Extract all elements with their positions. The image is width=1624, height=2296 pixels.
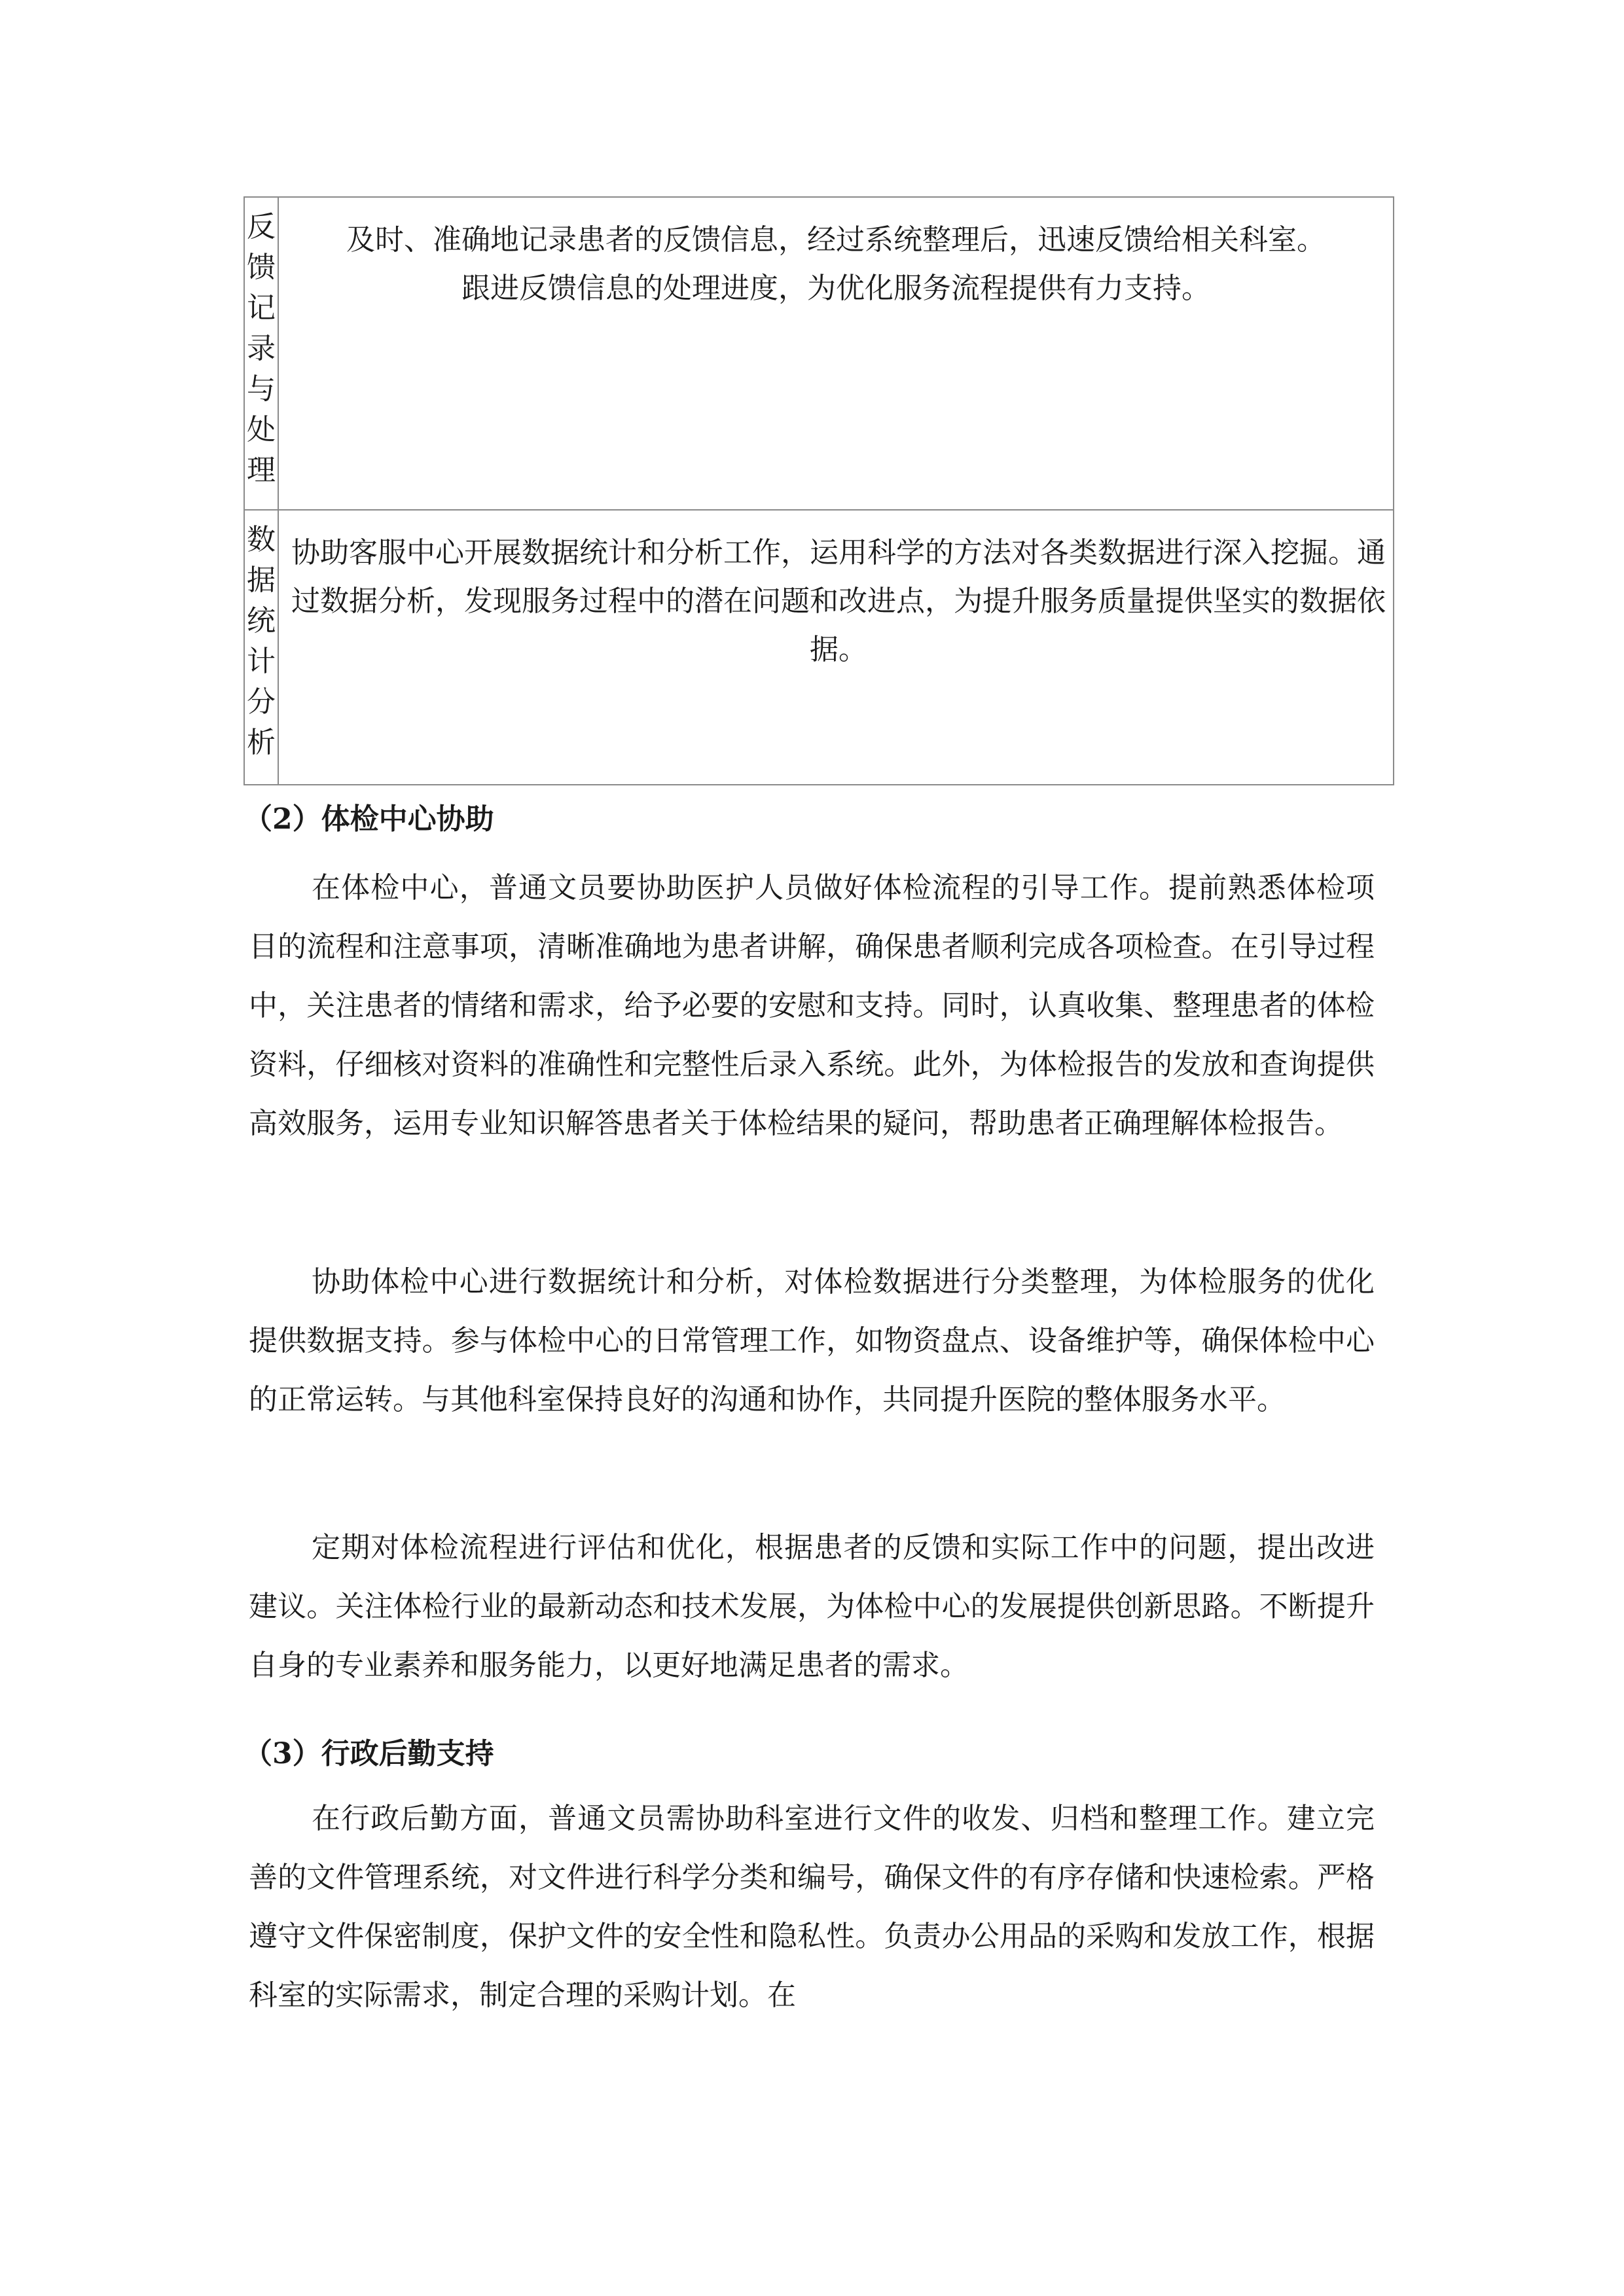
section-heading: （2）体检中心协助: [244, 802, 494, 836]
table-row: [244, 197, 1394, 510]
row-label: 数据统计分析: [244, 510, 278, 785]
section-heading: （3）行政后勤支持: [244, 1737, 494, 1770]
row-content: 及时、准确地记录患者的反馈信息，经过系统整理后，迅速反馈给相关科室。跟进反馈信息的处理进度，为优化服务流程提供有力支持。: [278, 197, 1394, 510]
row-content: 协助客服中心开展数据统计和分析工作，运用科学的方法对各类数据进行深入挖掘。通过数据分析，发现服务过程中的潜在问题和改进点，为提升服务质量提供坚实的数据依据。: [278, 510, 1394, 785]
duty-table: [244, 196, 1394, 785]
paragraph: 在体检中心，普通文员要协助医护人员做好体检流程的引导工作。提前熟悉体检项目的流程和注意事项，清晰准确地为患者讲解，确保患者顺利完成各项检查。在引导过程中，关注患者的情绪和需求，给予必要的安慰和支持。同时，认真收集、整理患者的体检资料，仔细核对资料的准确性和完整性后录入系统。此外，为体检报告的发放和查询提供高效服务，运用专业知识解答患者关于体检结果的疑问，帮助患者正确理解体检报告。: [249, 871, 1375, 1140]
paragraph: 定期对体检流程进行评估和优化，根据患者的反馈和实际工作中的问题，提出改进建议。关注体检行业的最新动态和技术发展，为体检中心的发展提供创新思路。不断提升自身的专业素养和服务能力，以更好地满足患者的需求。: [249, 1531, 1375, 1682]
paragraph: 协助体检中心进行数据统计和分析，对体检数据进行分类整理，为体检服务的优化提供数据支持。参与体检中心的日常管理工作，如物资盘点、设备维护等，确保体检中心的正常运转。与其他科室保持良好的沟通和协作，共同提升医院的整体服务水平。: [249, 1265, 1375, 1416]
row-label: 反馈记录与处理: [244, 197, 278, 510]
table-row: [244, 510, 1394, 785]
paragraph: 在行政后勤方面，普通文员需协助科室进行文件的收发、归档和整理工作。建立完善的文件管理系统，对文件进行科学分类和编号，确保文件的有序存储和快速检索。严格遵守文件保密制度，保护文件的安全性和隐私性。负责办公用品的采购和发放工作，根据科室的实际需求，制定合理的采购计划。在: [249, 1802, 1375, 2012]
